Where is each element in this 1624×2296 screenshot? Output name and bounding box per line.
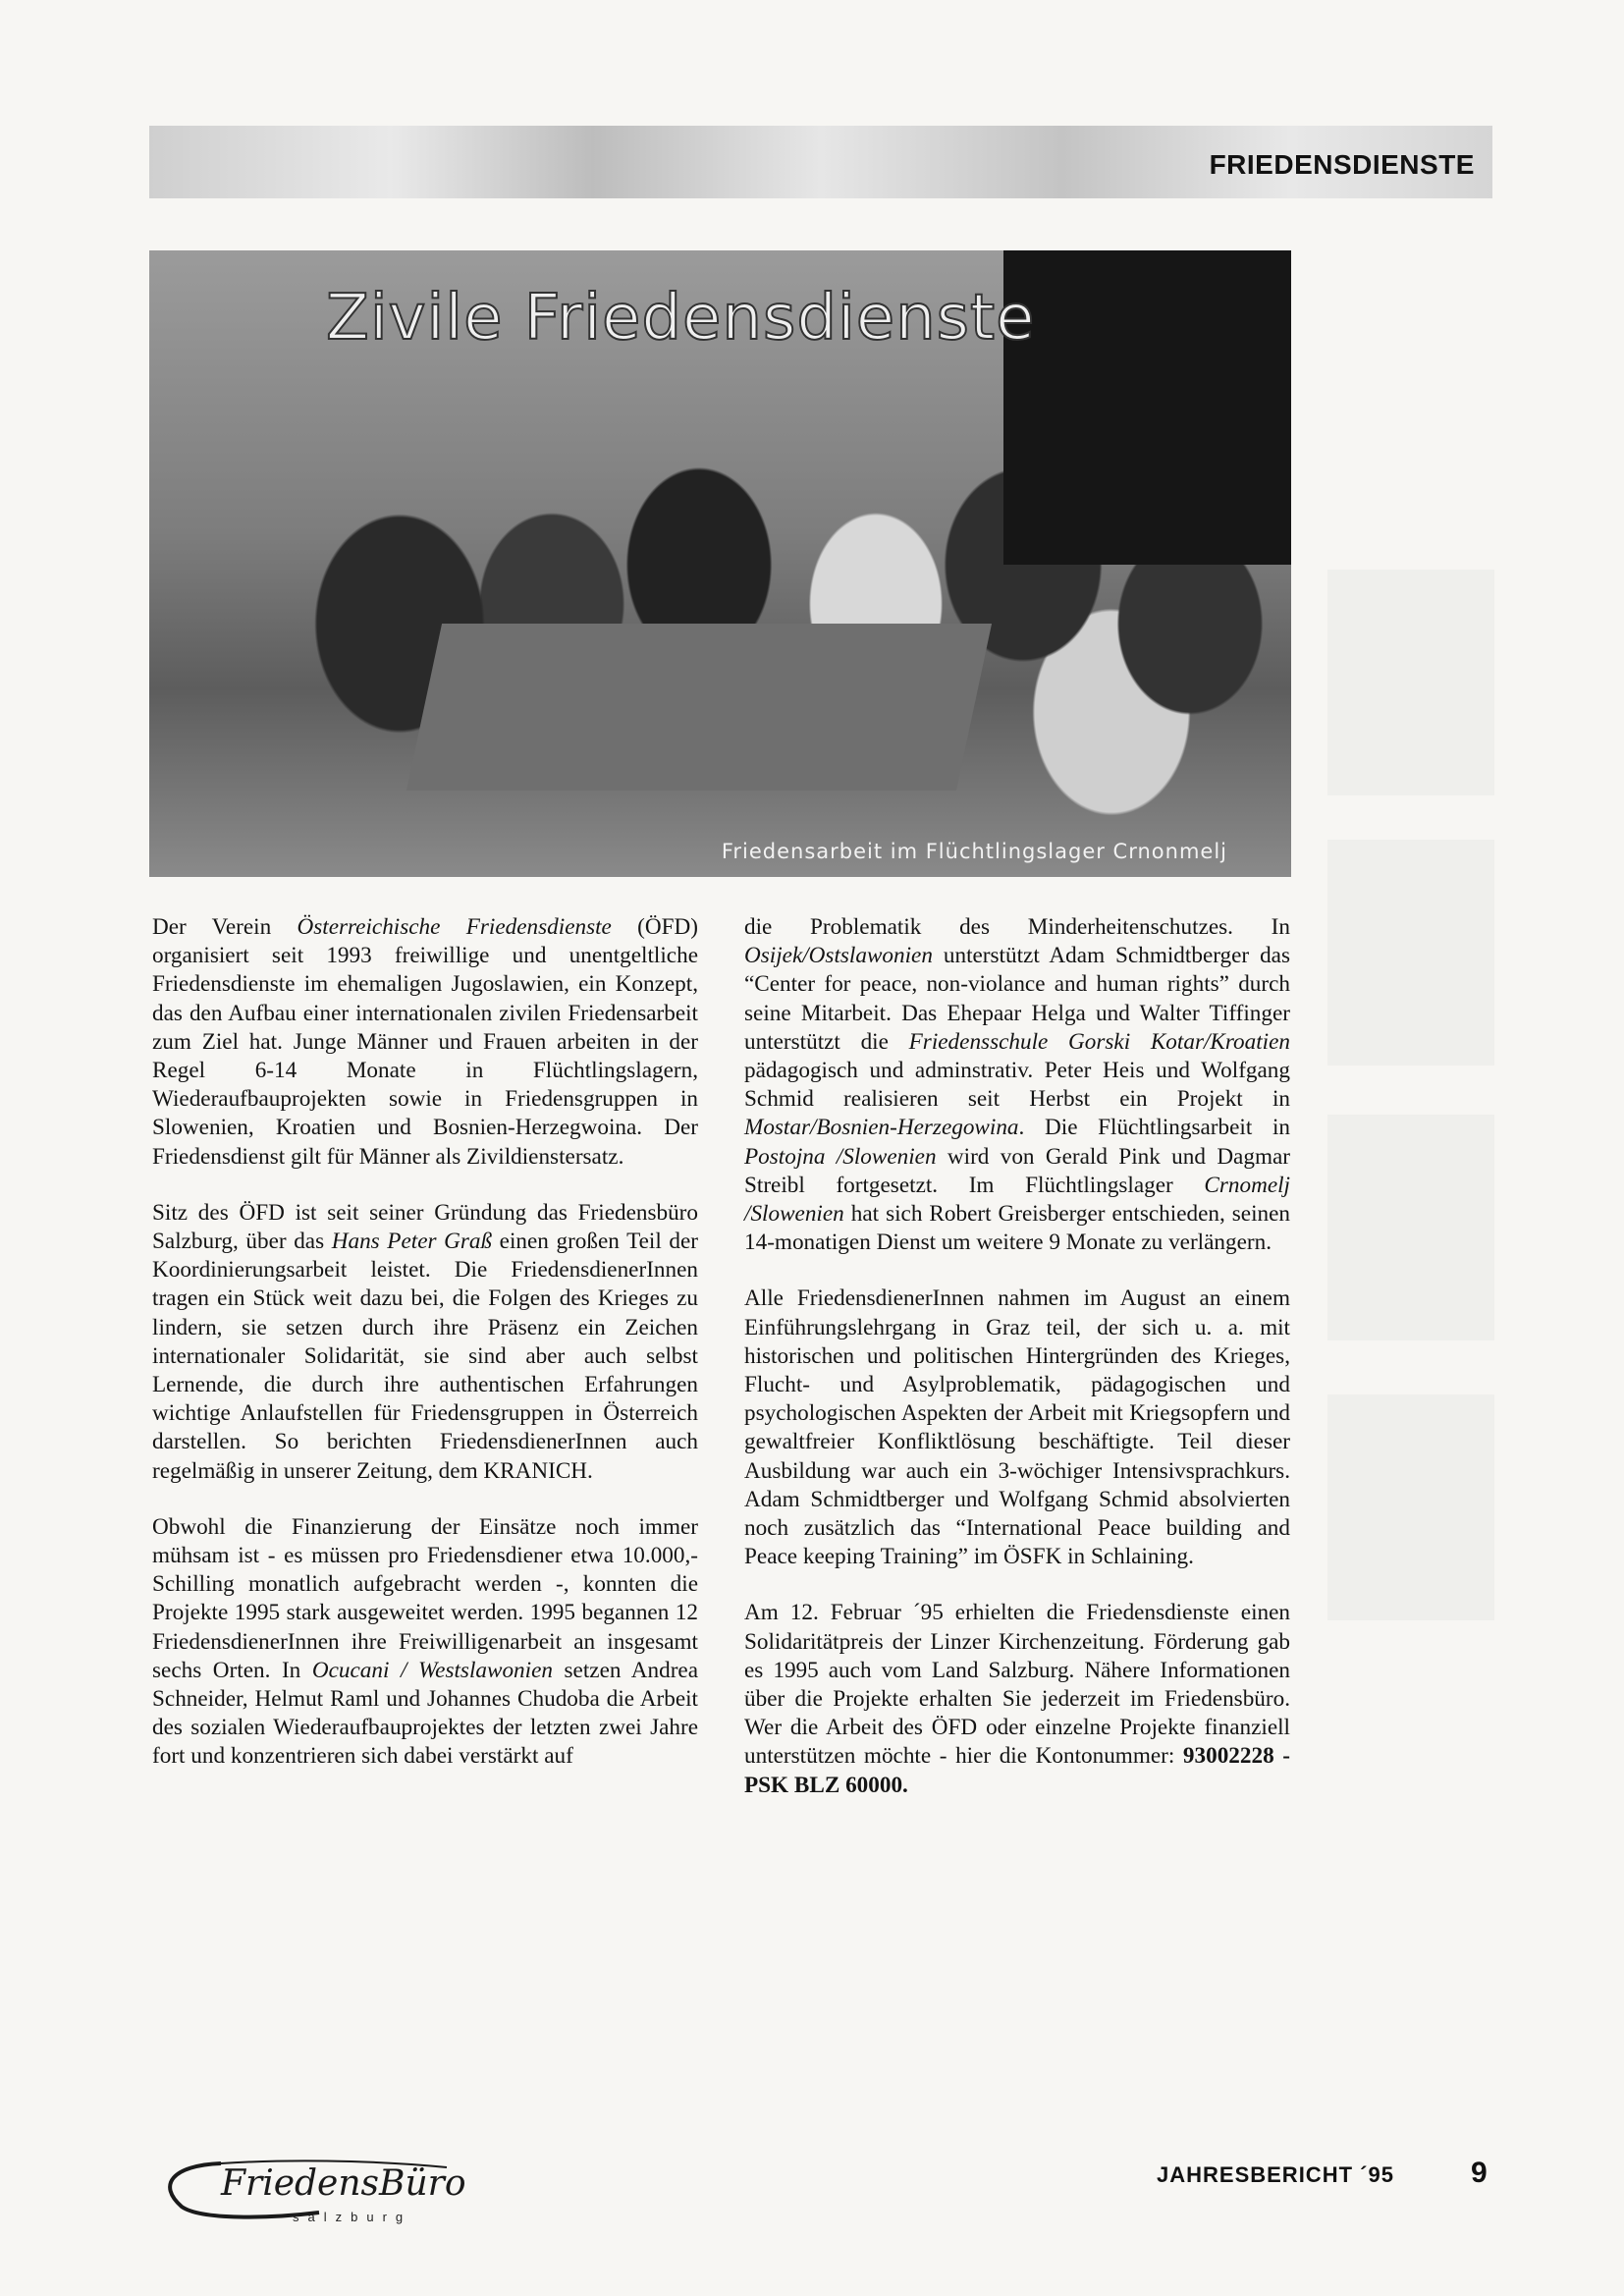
paragraph (152, 913, 698, 1172)
text-run: die Problematik des Minderheitenschutzes. In (744, 914, 1290, 940)
photo-blackboard (1003, 250, 1291, 565)
text-run: Obwohl die Finanzierung der Einsätze noch immer mühsam ist - es müssen pro Friedensdiener etwa 10.000,- Schilling monatlich aufgebracht werden -, konnten die Projekte 1995 stark ausgeweitet werden. 1995 begannen 12 FriedensdienerInnen ihre Freiwilligenarbeit an insgesamt sechs Orten. In (152, 1513, 698, 1683)
section-label: FRIEDENSDIENSTE (1209, 149, 1475, 180)
header-banner (149, 126, 1492, 198)
paragraph (744, 1285, 1290, 1571)
text-run: Alle FriedensdienerInnen nahmen im August an einem Einführungslehrgang in Graz teil, der sich u. a. mit historischen und politischen Hintergründen des Krieges, Flucht- und Asylproblematik, pädagogischen und psychologischen Aspekten der Arbeit mit Kriegsopfern und gewaltfreier Konfliktlösung beschäftigte. Teil dieser Ausbildung war auch ein 3-wöchiger Intensivsprachkurs. Adam Schmidtberger und Wolfgang Schmid absolvierten noch zusätzlich das “International Peace building and Peace keeping Training” im ÖSFK in Schlaining. (744, 1285, 1290, 1570)
paragraph (744, 1599, 1290, 1799)
text-run: (ÖFD) organisiert seit 1993 freiwillige und unentgeltliche Friedensdienste im ehemaligen Jugoslawien, ein Konzept, das den Aufbau einer internationalen zivilen Friedensarbeit zum Ziel hat. Junge Männer und Frauen arbeiten in der Regel 6-14 Monate in Flüchtlingslagern, Wiederaufbauprojekten sowie in Friedensgruppen in Slowenien, Kroatien und Bosnien-Herzegwoina. Der Friedensdienst gilt für Männer als Zivildienstersatz. (152, 914, 698, 1170)
paragraph (744, 913, 1290, 1257)
photo-table (406, 624, 992, 791)
margin-decoration (1327, 570, 1494, 795)
text-run: pädagogisch und adminstrativ. Peter Heis und Wolfgang Schmid realisieren seit Herbst ein Projekt in (744, 1058, 1290, 1113)
text-run: unterstützt Adam Schmidtberger das “Center for peace, non-violance and human rights” durch seine Mitarbeit. Das Ehepaar Helga und Walter Tiffinger unterstützt die (744, 943, 1290, 1055)
text-run: setzen Andrea Schneider, Helmut Raml und Johannes Chudoba die Arbeit des sozialen Wiederaufbauprojektes der letzten zwei Jahre fort und konzentrieren sich dabei verstärkt auf (152, 1657, 698, 1770)
emphasized-text: Postojna /Slowenien (744, 1143, 937, 1170)
article-title: Zivile Friedensdienste (326, 282, 1036, 355)
text-run: Der Verein (152, 914, 298, 940)
margin-decoration (1327, 1115, 1494, 1340)
logo-text: FriedensBüro (221, 2163, 466, 2204)
photo-caption: Friedensarbeit im Flüchtlingslager Crnonmelj (721, 840, 1227, 863)
right-column (744, 913, 1290, 1828)
margin-decoration (1327, 840, 1494, 1066)
logo-subtext: salzburg (293, 2210, 412, 2224)
paragraph (152, 1199, 698, 1486)
text-run: hat sich Robert Greisberger entschieden, seinen 14-monatigen Dienst um weitere 9 Monate zu verlängern. (744, 1201, 1290, 1256)
emphasized-text: Mostar/Bosnien-Herzegowina (744, 1115, 1019, 1141)
margin-decoration (1327, 1394, 1494, 1620)
account-number: 93002228 - PSK BLZ 60000. (744, 1743, 1290, 1798)
report-label: JAHRESBERICHT ´95 (1157, 2162, 1394, 2187)
emphasized-text: Österreichische Friedensdienste (297, 914, 612, 940)
page-number: 9 (1471, 2157, 1488, 2189)
article-photo (149, 250, 1291, 877)
left-column (152, 913, 698, 1799)
text-run: . Die Flüchtlingsarbeit in (1018, 1115, 1290, 1141)
text-run: wird von Gerald Pink und Dagmar Streibl fortgesetzt. Im Flüchtlingslager (744, 1143, 1290, 1198)
paragraph-text: Am 12. Februar ´95 erhielten die Friedensdienste einen Solidaritätpreis der Linzer Kirchenzeitung. Förderung gab es 1995 auch vom Land Salzburg. Nähere Informationen über die Projekte erhalten Sie jederzeit im Friedensbüro. Wer die Arbeit des ÖFD oder einzelne Projekte finanziell unterstützen möchte - hier die Kontonummer: (744, 1600, 1290, 1770)
emphasized-text: Friedensschule Gorski Kotar/Kroatien (908, 1028, 1290, 1055)
emphasized-text: Ocucani / Westslawonien (311, 1657, 553, 1683)
emphasized-text: Hans Peter Graß (331, 1229, 493, 1255)
emphasized-text: Osijek/Ostslawonien (744, 943, 933, 969)
emphasized-text: Crnomelj /Slowenien (744, 1172, 1290, 1228)
text-run: einen großen Teil der Koordinierungsarbeit leistet. Die FriedensdienerInnen tragen ein Stück weit dazu bei, die Folgen des Krieges zu lindern, sie setzen durch ihre Präsenz ein Zeichen internationaler Solidarität, sie sind aber auch selbst Lernende, die durch ihre authentischen Erfahrungen wichtige Anlaufstellen für Friedensgruppen in Österreich darstellen. So berichten FriedensdienerInnen auch regelmäßig in unserer Zeitung, dem KRANICH. (152, 1229, 698, 1484)
paragraph (152, 1513, 698, 1772)
text-run: Sitz des ÖFD ist seit seiner Gründung das Friedensbüro Salzburg, über das (152, 1199, 698, 1255)
